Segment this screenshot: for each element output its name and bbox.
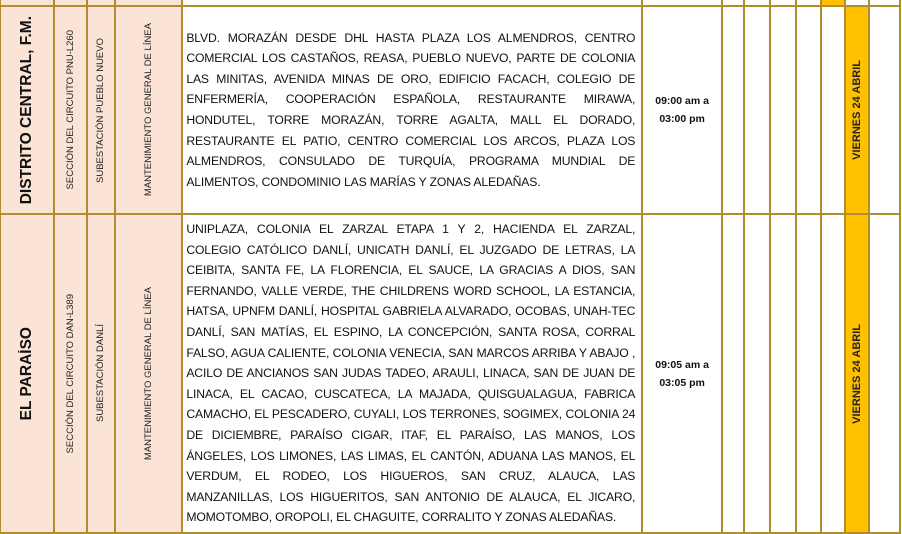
day-label: VIERNES 24 ABRIL [850, 323, 863, 424]
empty-cell [722, 214, 744, 533]
empty-cell [869, 214, 900, 533]
work-type-cell [115, 214, 183, 533]
affected-areas: BLVD. MORAZÁN DESDE DHL HASTA PLAZA LOS ALMENDROS, CENTRO COMERCIAL LOS CASTAÑOS, REASA, PUEBLO NUEVO, PARTE DE COLONIA LAS MINITAS, AVENIDA MINAS DE ORO, EDIFICIO FACACH, COLEGIO DE ENFERMERÍA, COOPERACIÓN ESPAÑOLA, RESTAURANTE MIRAWA, HONDUTEL, TORRE MORAZÁN, TORRE AGALTA, MALL EL DORADO, RESTAURANTE EL PATIO, CENTRO COMERCIAL LOS ARCOS, PLAZA LOS ALMENDROS, CONSULADO DE TURQUÍA, PROGRAMA MUNDIAL DE ALIMENTOS, CONDOMINIO LAS MARÍAS Y ZONAS ALEDAÑAS. [186, 30, 636, 189]
day-cell [845, 6, 870, 214]
areas-cell [182, 214, 642, 533]
time-cell [642, 6, 722, 214]
empty-cell [821, 6, 845, 214]
time-end: 03:00 pm [659, 113, 705, 125]
day-cell [845, 214, 870, 533]
empty-cell [744, 6, 770, 214]
empty-cell [770, 214, 796, 533]
time-start: 09:05 am a [655, 358, 709, 371]
empty-cell [796, 214, 821, 533]
empty-cell [796, 6, 821, 214]
work-type: MANTENIMIENTO GENERAL DE LÍNEA [143, 286, 155, 461]
empty-cell [722, 6, 744, 214]
department-cell [0, 6, 54, 214]
empty-cell [744, 214, 770, 533]
empty-cell [770, 6, 796, 214]
substation-cell [87, 214, 115, 533]
substation: SUBESTACIÓN DANLÍ [95, 324, 107, 423]
table-row [0, 214, 900, 533]
day-label: VIERNES 24 ABRIL [850, 60, 863, 160]
substation-cell [87, 6, 115, 214]
areas-cell [182, 6, 642, 214]
circuit-section: SECCIÓN DEL CIRCUITO PNU-L260 [64, 30, 76, 190]
circuit-section: SECCIÓN DEL CIRCUITO DAN-L389 [64, 293, 76, 454]
empty-cell [821, 214, 845, 533]
time-start: 09:00 am a [655, 95, 709, 107]
table-row [0, 6, 900, 214]
work-type-cell [115, 6, 183, 214]
substation: SUBESTACIÓN PUEBLO NUEVO [95, 37, 107, 183]
affected-areas: UNIPLAZA, COLONIA EL ZARZAL ETAPA 1 Y 2, HACIENDA EL ZARZAL, COLEGIO CATÓLICO DANLÍ, UNICATH DANLÍ, EL JUZGADO DE LETRAS, LA CEIBITA, SANTA FE, LA FLORENCIA, EL SAUCE, LA GRACIAS A DIOS, SAN FERNANDO, VALLE VERDE, THE CHILDRENS WORD SCHOOL, LA ESTANCIA, HATSA, UPNFM DANLÍ, HOSPITAL GABRIELA ALVARADO, OCOBAS, UNAH-TEC DANLÍ, SAN MATÍAS, EL ESPINO, LA CONCEPCIÓN, SANTA ROSA, CORRAL FALSO, AGUA CALIENTE, COLONIA VENECIA, SAN MARCOS ARRIBA Y ABAJO , ACILO DE ANCIANOS SAN JUDAS TADEO, ARAULI, LINACA, SAN DE JUAN DE LINACA, EL CACAO, CUSCATECA, LA MAJADA, QUISGUALAGUA, FABRICA CAMACHO, EL PESCADERO, CUYALI, LOS TERRONES, SOGIMEX, COLONIA 24 DE DICIEMBRE, PARAÍSO CIGAR, ITAF, EL PARAÍSO, LAS MANOS, LOS ÁNGELES, LOS LIMONES, LAS LIMAS, EL CANTÓN, ADUANA LAS MANOS, EL VERDUM, EL RODEO, LOS HIGUEROS, SAN CRUZ, ALAUCA, LAS MANZANILLAS, LOS HIGUERITOS, SAN ANTONIO DE ALAUCA, EL JICARO, MOMOTOMBO, OROPOLI, EL CHAGUITE, CORRALITO Y ZONAS ALEDAÑAS. [186, 222, 636, 525]
section-cell [54, 6, 86, 214]
work-type: MANTENIMIENTO GENERAL DE LÍNEA [143, 23, 155, 197]
department-label: EL PARAÍSO [18, 326, 36, 421]
time-cell [642, 214, 722, 533]
department-cell [0, 214, 54, 533]
time-end: 03:05 pm [659, 376, 705, 389]
section-cell [54, 214, 86, 533]
empty-cell [869, 6, 900, 214]
department-label: DISTRITO CENTRAL, F.M. [18, 15, 36, 205]
